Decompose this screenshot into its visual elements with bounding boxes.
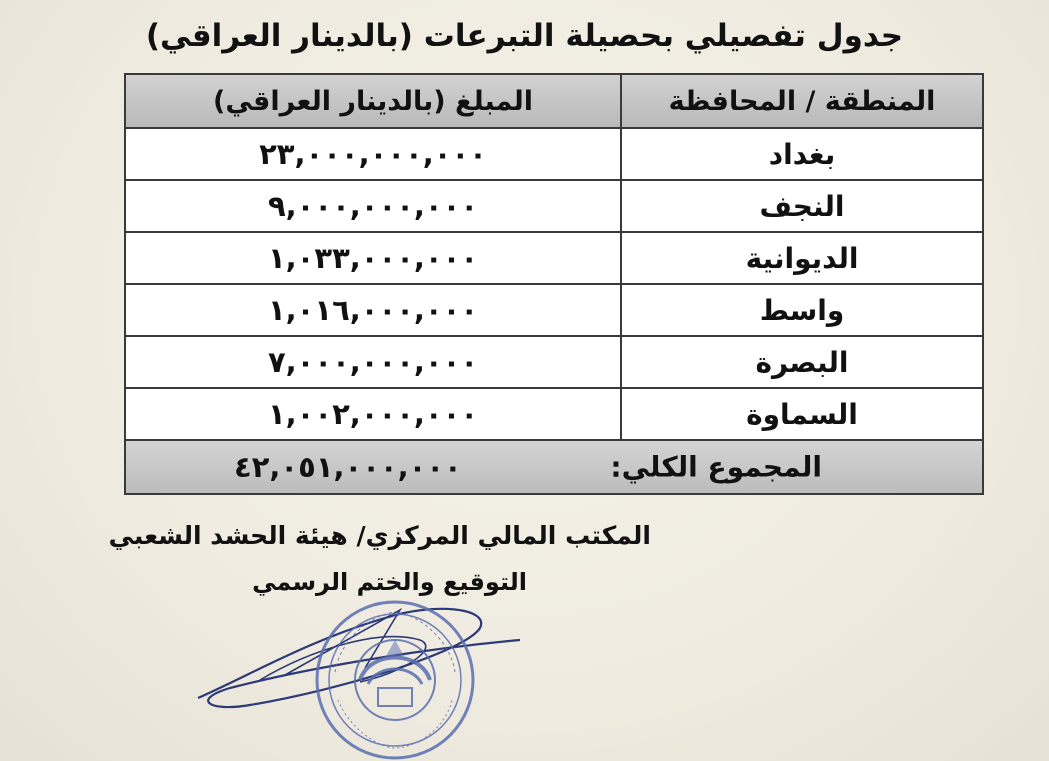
table-row	[125, 180, 983, 232]
document-title: جدول تفصيلي بحصيلة التبرعات (بالدينار العراقي)	[145, 18, 904, 54]
amount-cell: ٢٣,٠٠٠,٠٠٠,٠٠٠	[125, 128, 621, 180]
amount-cell: ١,٠٣٣,٠٠٠,٠٠٠	[125, 232, 621, 284]
total-row	[125, 440, 983, 494]
amount-cell: ٩,٠٠٠,٠٠٠,٠٠٠	[125, 180, 621, 232]
donations-table	[124, 73, 984, 495]
region-cell: السماوة	[621, 388, 983, 440]
total-cell	[125, 440, 983, 494]
seal	[317, 602, 473, 758]
total-label: المجموع الكلي:	[610, 450, 822, 484]
table-row	[125, 128, 983, 180]
office-name: المكتب المالي المركزي/ هيئة الحشد الشعبي	[108, 521, 651, 550]
total-value: ٤٢,٠٥١,٠٠٠,٠٠٠	[234, 450, 462, 484]
table-row	[125, 336, 983, 388]
signature-note: التوقيع والختم الرسمي	[252, 568, 527, 596]
region-cell: الديوانية	[621, 232, 983, 284]
region-cell: بغداد	[621, 128, 983, 180]
table-header-row	[125, 74, 983, 128]
region-cell: النجف	[621, 180, 983, 232]
table-row	[125, 388, 983, 440]
amount-cell: ١,٠١٦,٠٠٠,٠٠٠	[125, 284, 621, 336]
amount-cell: ٧,٠٠٠,٠٠٠,٠٠٠	[125, 336, 621, 388]
header-amount: المبلغ (بالدينار العراقي)	[125, 74, 621, 128]
region-cell: البصرة	[621, 336, 983, 388]
amount-cell: ١,٠٠٢,٠٠٠,٠٠٠	[125, 388, 621, 440]
official-seal-icon	[190, 580, 530, 761]
header-region: المنطقة / المحافظة	[621, 74, 983, 128]
region-cell: واسط	[621, 284, 983, 336]
table-row	[125, 284, 983, 336]
table-row	[125, 232, 983, 284]
